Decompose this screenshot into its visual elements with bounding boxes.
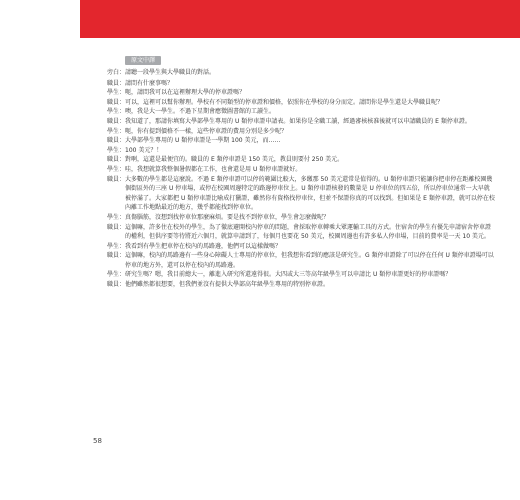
dialogue-text: 大多數的學生都是這麼說。不過 E 類停車證可以停的範圍比較大，多繳那 50 美元還常是值得的。U 類停車證只能讓你把車停在距離校園幾個街區外的三座 U 停車場，或停在校園周邊特定的路邊停車位上。U 類停車證核發的數量是 U 停車位的四五倍，所以停車位通常一大早就被停滿了。大家都把 U 類停車證比喻成打獵證，雖然你有資格找停車位，但並不保證你真的可以找到。但如果是 E 類停車證，就可以停在校內離工作地點最近的地方，幾乎都能找到停車位。 [125, 175, 495, 212]
dialogue-text: 大學部學生專用的 U 類停車證是一學期 100 美元，而…… [125, 137, 281, 145]
dialogue-text: 可以，這裡可以幫你辦理。學校有不同類型的停車證和價格，依照你在學校的身分而定。請問你是學生還是大學職員呢？ [125, 98, 444, 106]
dialogue-line [107, 165, 495, 175]
speaker-colon: ： [119, 223, 126, 231]
dialogue-text: 噢，我是大一學生。不過下星期會應徵圖書館的工讀生。 [125, 108, 276, 116]
dialogue-line [107, 280, 495, 290]
dialogue-line [107, 136, 495, 146]
dialogue-line [107, 223, 495, 242]
dialogue-line [107, 88, 495, 98]
dialogue-text: 研究生嗎？嗯，我目前總大一，離進入研究所還遠得很。大四或大三等高年級學生可以申請比 U 類停車證更好的停車證嗎？ [125, 271, 452, 279]
speaker-colon: ： [119, 281, 126, 289]
narrator-intro: 旁白：請聽一段學生與大學職員的對話。 [107, 69, 216, 76]
dialogue-line [107, 251, 495, 270]
speaker-label: 學生 [107, 108, 120, 116]
dialogue-line [107, 79, 495, 89]
speaker-label: 職員 [107, 223, 120, 231]
speaker-label: 職員 [107, 98, 120, 106]
dialogue-text: 我看到有學生把車停在校內的馬路邊，他們可以這樣做嗎？ [125, 242, 282, 250]
dialogue-text: 他們雖然都很想要，但我們並沒有提供大學部高年級學生專用的特別停車證。 [125, 281, 330, 289]
speaker-colon: ： [119, 98, 126, 106]
dialogue-text: 我知道了，那請你填寫大學部學生專用的 U 類停車證申請表。如果你是全職工讀，經過審核核准後就可以申請職員的 E 類停車證。 [125, 117, 471, 125]
speaker-label: 職員 [107, 281, 120, 289]
speaker-label: 學生 [107, 165, 120, 173]
speaker-label: 學生 [107, 242, 120, 250]
dialogue-list [107, 79, 495, 290]
speaker-colon: ： [119, 127, 126, 135]
speaker-colon: ： [119, 79, 126, 87]
dialogue-line [107, 107, 495, 117]
speaker-colon: ： [119, 156, 126, 164]
speaker-colon: ： [119, 108, 126, 116]
dialogue-text: 100 美元？！ [125, 146, 163, 154]
dialogue-line [107, 146, 495, 156]
dialogue-text: 呃，你有提到價格不一樣，這些停車證的費用分別是多少呢？ [125, 127, 288, 135]
dialogue-text: 對啊，這還是最便宜的。職員的 E 類停車證是 150 美元，教員則要付 250 美元。 [125, 156, 344, 164]
dialogue-line [107, 98, 495, 108]
speaker-label: 學生 [107, 127, 120, 135]
dialogue-text: 請問有什麼事嗎？ [125, 79, 174, 87]
dialogue-line [107, 213, 495, 223]
page-number: 58 [93, 437, 102, 445]
dialogue-text: 哇，我想就算我整個暑假都在工作，也會還是用 U 類停車證就好。 [125, 165, 302, 173]
dialogue-text: 真傷腦筋，沒想到找停車位那麼麻煩。要是找不到停車位，學生會怎麼做呢？ [125, 213, 330, 221]
speaker-colon: ： [119, 146, 126, 154]
speaker-label: 職員 [107, 137, 120, 145]
transcript-section [107, 47, 495, 290]
dialogue-line [107, 117, 495, 127]
speaker-colon: ： [119, 213, 126, 221]
section-badge: 原文中譯 [125, 56, 161, 65]
speaker-colon: ： [119, 175, 126, 183]
speaker-label: 職員 [107, 156, 120, 164]
dialogue-line [107, 127, 495, 137]
speaker-colon: ： [119, 271, 126, 279]
dialogue-line [107, 270, 495, 280]
dialogue-line [107, 175, 495, 213]
speaker-label: 職員 [107, 79, 120, 87]
dialogue-line [107, 242, 495, 252]
speaker-label: 學生 [107, 146, 120, 154]
speaker-label: 職員 [107, 175, 120, 183]
speaker-colon: ： [119, 137, 126, 145]
speaker-label: 學生 [107, 213, 120, 221]
speaker-label: 學生 [107, 89, 120, 97]
dialogue-line [107, 155, 495, 165]
speaker-colon: ： [119, 117, 126, 125]
red-header-band [80, 0, 520, 38]
speaker-colon: ： [119, 242, 126, 250]
speaker-label: 職員 [107, 117, 120, 125]
dialogue-text: 這個嘛，校內的馬路邊有一些身心障礙人士專用的停車位，但我想你看到的應該是研究生。G 類停車證除了可以停在任何 U 類停車證場可以停車的地方外，還可以停在校內的馬路邊。 [125, 252, 494, 269]
speaker-label: 職員 [107, 252, 120, 260]
speaker-colon: ： [119, 252, 126, 260]
speaker-colon: ： [119, 165, 126, 173]
dialogue-text: 呃，請問我可以在這裡辦理大學的停車證嗎？ [125, 89, 246, 97]
speaker-colon: ： [119, 89, 126, 97]
dialogue-text: 這個嘛，許多住在校外的學生，為了徹底避開校內停車的問題，會採取停車轉乘大眾運輸工具的方式。住宿舍的學生有優先申請宿舍停車證的權利，但供序要等待將近六個月，就算申請到了，每個月也要花 50 美元，校園周邊也有許多私人停車場，目前的費率是一天 10 美元。 [125, 223, 492, 241]
speaker-label: 學生 [107, 271, 120, 279]
